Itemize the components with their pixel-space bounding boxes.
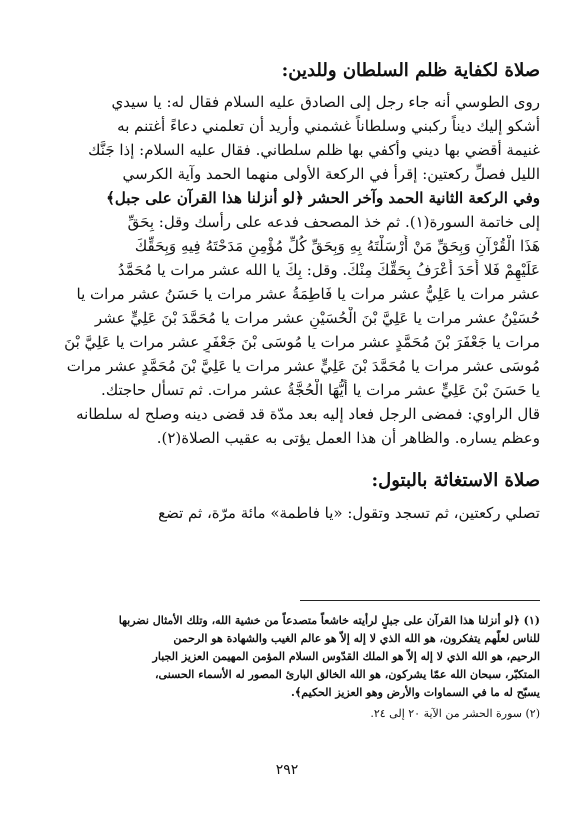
body-line: عشر مرات يا عَلِيُّ عشر مرات يا فَاطِمَةُ عشر مرات يا حَسَنُ عشر مرات يا: [76, 285, 540, 303]
section-heading-batool: صلاة الاستغاثة بالبتول:: [371, 470, 540, 491]
body-line: تصلي ركعتين، ثم تسجد وتقول: «يا فاطمة» مائة مرّة، ثم تضع: [158, 504, 540, 522]
body-line: أشكو إليك ديناً ركبني وسلطاناً غشمني وأريد أن تعلمني دعاءً أغتنم به: [117, 117, 540, 135]
section-heading-sultan: صلاة لكفاية ظلم السلطان وللدين:: [281, 60, 540, 81]
body-line: مرات يا جَعْفَرَ بْنَ مُحَمَّدٍ عشر مرات يا مُوسَى بْنَ جَعْفَرٍ عشر مرات يا عَلِيَّ بْنَ: [64, 333, 540, 351]
body-line: قال الراوي: فمضى الرجل فعاد إليه بعد مدّة قد قضى دينه وصلح له سلطانه: [76, 405, 540, 423]
body-line: الليل فصلِّ ركعتين: إقرأ في الركعة الأولى منهما الحمد وآية الكرسي: [122, 165, 540, 183]
body-line: يا حَسَنَ بْنَ عَلِيٍّ عشر مرات يا أَيُّهَا الْحُجَّةُ عشر مرات. ثم تسأل حاجتك.: [101, 381, 540, 399]
body-line: روى الطوسي أنه جاء رجل إلى الصادق عليه السلام فقال له: يا سيدي: [111, 93, 540, 111]
body-line: عَلَيْهِمْ فَلا أَحَدَ أَعْرَفُ بِحَقِّكَ مِنْكَ. وقل: بِكَ يا الله عشر مرات يا مُحَمَّدُ: [117, 261, 540, 279]
page-number: ٢٩٢: [275, 762, 299, 778]
body-line: مُوسَى عشر مرات يا مُحَمَّدَ بْنَ عَلِيٍّ عشر مرات يا عَلِيَّ بْنَ مُحَمَّدٍ عشر مرات: [66, 357, 540, 375]
footnote-line: (١) ﴿لو أنزلنا هذا القرآن على جبلٍ لرأيته خاشعاً متصدعاً من خشية الله، وتلك الأمثال نضربها: [118, 614, 540, 627]
body-line: حُسَيْنُ عشر مرات يا عَلِيَّ بْنَ الْحُسَيْنِ عشر مرات يا مُحَمَّدَ بْنَ عَلِيٍّ عشر: [94, 309, 540, 327]
footnote-line: يسبّح له ما في السماوات والأرض وهو العزيز الحكيم﴾.: [291, 686, 540, 699]
body-line: إلى خاتمة السورة(١). ثم خذ المصحف فدعه على رأسك وقل: بِحَقِّ: [127, 213, 540, 231]
footnote-line: للناس لعلّهم يتفكرون، هو الله الذي لا إله إلاّ هو عالم الغيب والشهادة هو الرحمن: [173, 632, 540, 645]
body-line: وفي الركعة الثانية الحمد وآخر الحشر ﴿لو أنزلنا هذا القرآن على جبل﴾: [106, 189, 540, 207]
footnote-line: (٢) سورة الحشر من الآية ٢٠ إلى ٢٤.: [370, 707, 540, 720]
footnote-divider: [300, 600, 540, 601]
footnote-line: الرحيم، هو الله الذي لا إله إلاّ هو الملك القدّوس السلام المؤمن المهيمن العزيز الجبار: [152, 650, 540, 663]
body-line: وعظم يساره. والظاهر أن هذا العمل يؤتى به عقيب الصلاة(٢).: [156, 429, 540, 447]
body-line: غنيمة أقضي بها ديني وأكفي بها ظلم سلطاني. فقال عليه السلام: إذا جَنَّك: [88, 141, 540, 159]
footnote-line: المتكبّر، سبحان الله عمّا يشركون، هو الله الخالق البارئ المصور له الأسماء الحسنى،: [155, 668, 540, 681]
body-line: هَذَا الْقُرْآنِ وَبِحَقِّ مَنْ أَرْسَلْتَهُ بِهِ وَبِحَقِّ كُلِّ مُؤْمِنٍ مَدَحْتَهُ فِيهِ وَبِحَقِّكَ: [134, 237, 540, 255]
